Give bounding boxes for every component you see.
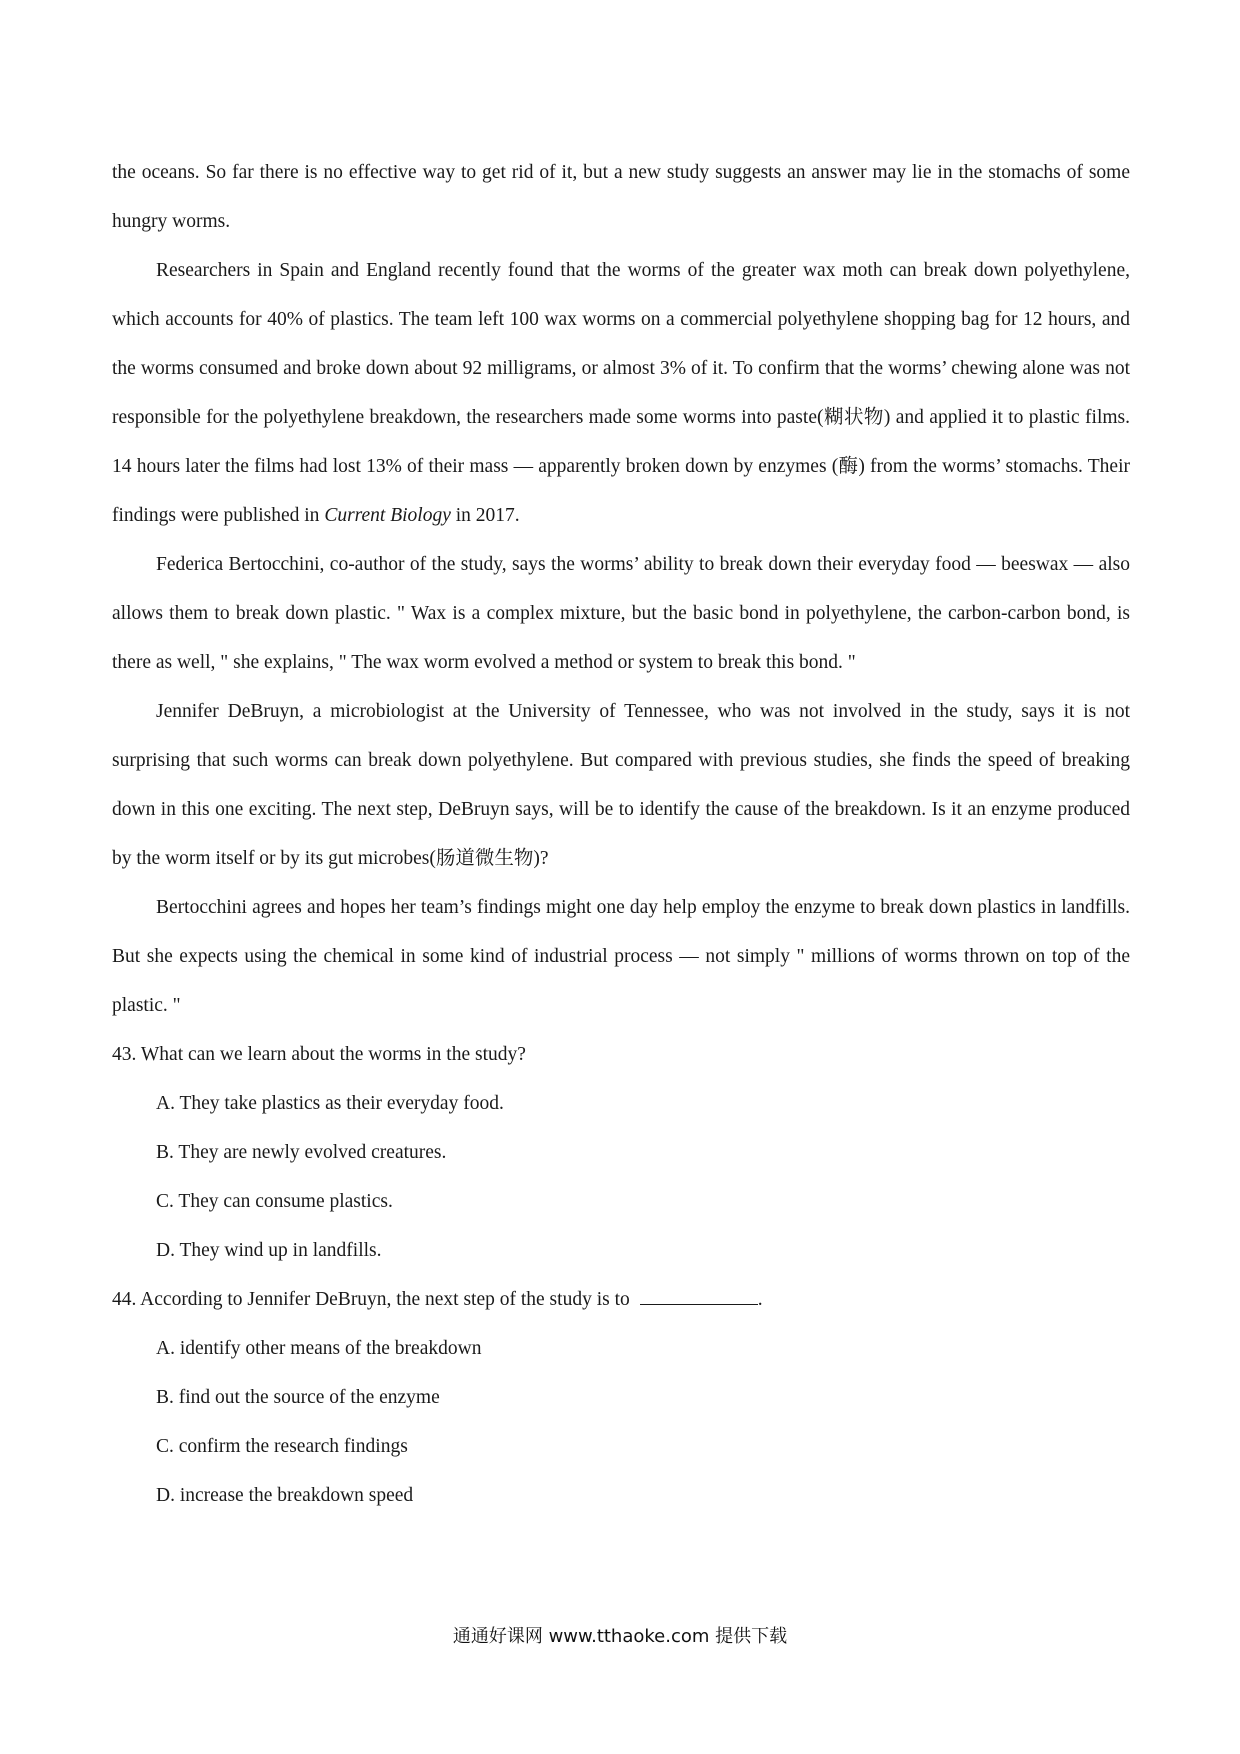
answer-option-a[interactable]: A. They take plastics as their everyday food. bbox=[156, 1093, 504, 1114]
answer-option-b[interactable]: B. find out the source of the enzyme bbox=[156, 1387, 440, 1408]
question-43 bbox=[112, 1030, 1130, 1275]
passage-paragraph-research bbox=[112, 246, 1130, 540]
answer-blank[interactable] bbox=[640, 1286, 758, 1305]
answer-option-a[interactable]: A. identify other means of the breakdown bbox=[156, 1338, 482, 1359]
question-stem: 43. What can we learn about the worms in the study? bbox=[112, 1044, 526, 1065]
answer-option-b[interactable]: B. They are newly evolved creatures. bbox=[156, 1142, 447, 1163]
answer-option-d[interactable]: D. increase the breakdown speed bbox=[156, 1485, 414, 1506]
passage-paragraph-bertocchini: Federica Bertocchini, co-author of the study, says the worms’ ability to break down their everyday food — beeswax — also allows them to break down plastic. " Wax is a complex mixture, but the basic bond in polyethylene, the carbon-carbon bond, is there as well, " she explains, " The wax worm evolved a method or system to break this bond. " bbox=[112, 554, 1130, 673]
passage-paragraph-debruyn: Jennifer DeBruyn, a microbiologist at the University of Tennessee, who was not involved in the study, says it is not surprising that such worms can break down polyethylene. But compared with previous studies, she finds the speed of breaking down in this one exciting. The next step, DeBruyn says, will be to identify the cause of the breakdown. Is it an enzyme produced by the worm itself or by its gut microbes(肠道微生物)? bbox=[112, 701, 1130, 869]
document-page bbox=[112, 148, 1130, 1520]
answer-option-c[interactable]: C. They can consume plastics. bbox=[156, 1191, 393, 1212]
passage-paragraph-conclusion: Bertocchini agrees and hopes her team’s findings might one day help employ the enzyme to break down plastics in landfills. But she expects using the chemical in some kind of industrial process — not simply " millions of worms thrown on top of the plastic. " bbox=[112, 897, 1130, 1016]
paragraph-text: Researchers in Spain and England recently found that the worms of the greater wax moth can break down polyethylene, which accounts for 40% of plastics. The team left 100 wax worms on a commercial polyethylene shopping bag for 12 hours, and the worms consumed and broke down about 92 milligrams, or almost 3% of it. To confirm that the worms’ chewing alone was not responsible for the polyethylene breakdown, the researchers made some worms into paste(糊状物) and applied it to plastic films. 14 hours later the films had lost 13% of their mass — apparently broken down by enzymes (酶) from the worms’ stomachs. Their findings were published in bbox=[112, 260, 1130, 526]
question-stem bbox=[112, 1275, 1130, 1324]
answer-option-d[interactable]: D. They wind up in landfills. bbox=[156, 1240, 382, 1261]
answer-option-c[interactable]: C. confirm the research findings bbox=[156, 1436, 408, 1457]
paragraph-text-end: in 2017. bbox=[450, 505, 520, 526]
question-44 bbox=[112, 1275, 1130, 1520]
passage-paragraph-continued: the oceans. So far there is no effective way to get rid of it, but a new study suggests an answer may lie in the stomachs of some hungry worms. bbox=[112, 162, 1130, 232]
journal-title: Current Biology bbox=[324, 505, 451, 526]
page-footer: 通通好课网 www.tthaoke.com 提供下载 bbox=[452, 1626, 788, 1647]
question-stem-text: 44. According to Jennifer DeBruyn, the next step of the study is to bbox=[112, 1289, 630, 1310]
question-stem-end: . bbox=[757, 1289, 763, 1310]
